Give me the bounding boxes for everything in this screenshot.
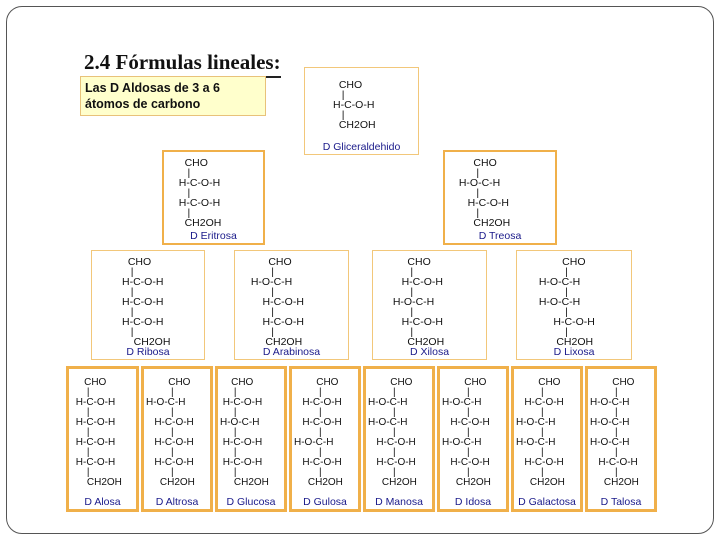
formula-talosa: CHO | H-O-C-H | H-O-C-H | H-O-C-H | H-C-O-H | CH2OH (590, 377, 639, 488)
name-eritrosa: D Eritrosa (190, 230, 237, 242)
name-treosa: D Treosa (478, 230, 522, 242)
box-manosa (363, 366, 435, 512)
box-gliceraldehido (304, 67, 419, 155)
formula-glucosa: CHO | H-C-O-H | H-O-C-H | H-C-O-H | H-C-O-H | CH2OH (220, 377, 269, 488)
box-gulosa (289, 366, 361, 512)
box-idosa (437, 366, 509, 512)
formula-gliceraldehido: CHO | H-C-O-H | CH2OH (333, 79, 376, 131)
name-gliceraldehido: D Gliceraldehido (322, 141, 401, 153)
name-glucosa: D Glucosa (226, 496, 276, 508)
name-alosa: D Alosa (84, 496, 121, 508)
name-arabinosa: D Arabinosa (262, 346, 321, 358)
slide-title: 2.4 Fórmulas lineales: (84, 50, 281, 78)
name-idosa: D Idosa (454, 496, 492, 508)
box-ribosa (91, 250, 205, 360)
formula-lixosa: CHO | H-O-C-H | H-O-C-H | H-C-O-H | CH2OH (538, 256, 595, 348)
name-altrosa: D Altrosa (155, 496, 199, 508)
formula-eritrosa: CHO | H-C-O-H | H-C-O-H | CH2OH (178, 157, 222, 229)
name-lixosa: D Lixosa (553, 346, 595, 358)
formula-alosa: CHO | H-C-O-H | H-C-O-H | H-C-O-H | H-C-O-H | CH2OH (75, 377, 122, 488)
name-talosa: D Talosa (600, 496, 642, 508)
box-eritrosa (162, 150, 265, 245)
box-alosa (66, 366, 139, 512)
name-xilosa: D Xilosa (409, 346, 450, 358)
box-glucosa (215, 366, 287, 512)
formula-idosa: CHO | H-O-C-H | H-C-O-H | H-O-C-H | H-C-O-H | CH2OH (442, 377, 491, 488)
formula-altrosa: CHO | H-O-C-H | H-C-O-H | H-C-O-H | H-C-O-H | CH2OH (146, 377, 195, 488)
formula-xilosa: CHO | H-C-O-H | H-O-C-H | H-C-O-H | CH2OH (392, 256, 445, 348)
box-arabinosa (234, 250, 349, 360)
box-talosa (585, 366, 657, 512)
name-ribosa: D Ribosa (126, 346, 170, 358)
name-manosa: D Manosa (375, 496, 423, 508)
formula-ribosa: CHO | H-C-O-H | H-C-O-H | H-C-O-H | CH2OH (122, 256, 171, 348)
formula-gulosa: CHO | H-C-O-H | H-C-O-H | H-O-C-H | H-C-O-H | CH2OH (294, 377, 343, 488)
box-galactosa (511, 366, 583, 512)
box-xilosa (372, 250, 487, 360)
formula-manosa: CHO | H-O-C-H | H-O-C-H | H-C-O-H | H-C-O-H | CH2OH (368, 377, 417, 488)
name-galactosa: D Galactosa (518, 496, 576, 508)
subtitle-box: Las D Aldosas de 3 a 6 átomos de carbono (80, 76, 266, 116)
box-altrosa (141, 366, 213, 512)
formula-arabinosa: CHO | H-O-C-H | H-C-O-H | H-C-O-H | CH2OH (250, 256, 304, 348)
formula-galactosa: CHO | H-C-O-H | H-O-C-H | H-O-C-H | H-C-O-H | CH2OH (516, 377, 565, 488)
box-treosa (443, 150, 557, 245)
name-gulosa: D Gulosa (303, 496, 347, 508)
formula-treosa: CHO | H-O-C-H | H-C-O-H | CH2OH (458, 157, 511, 229)
box-lixosa (516, 250, 632, 360)
